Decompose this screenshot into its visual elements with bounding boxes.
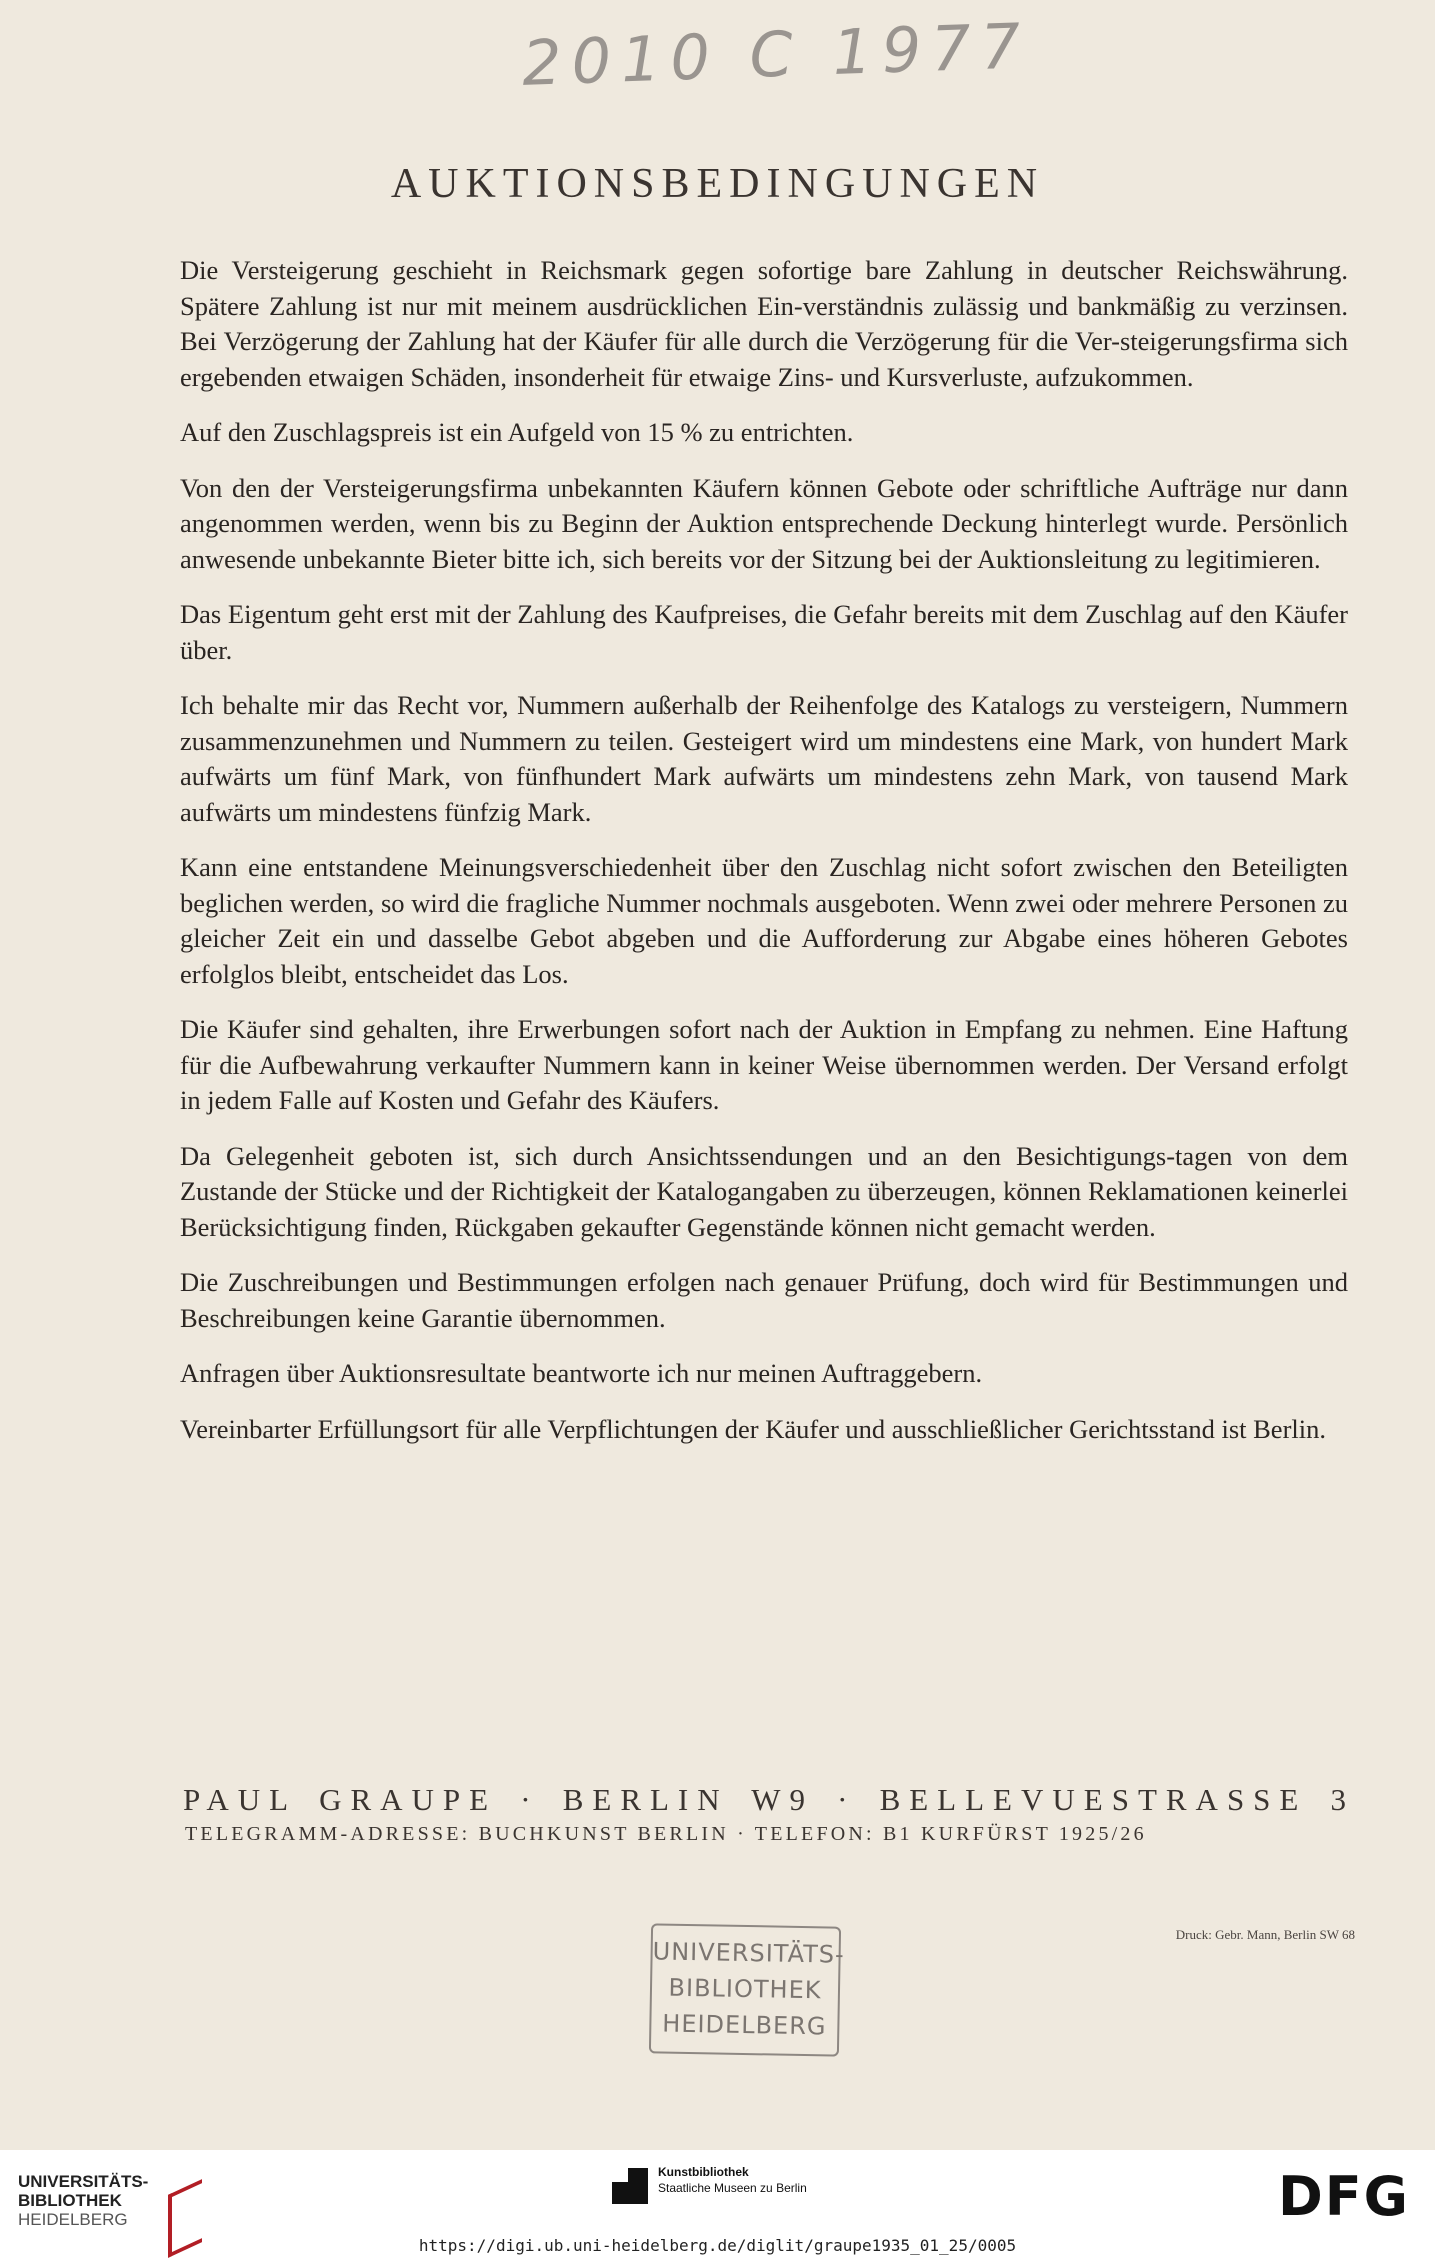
dfg-logo[interactable]: DFG [1277,2165,1410,2228]
kunstbibliothek-icon [612,2168,648,2204]
stamp-line: BIBLIOTHEK [668,1973,822,2005]
kb-subtitle: Staatliche Museen zu Berlin [658,2181,807,2195]
paragraph-complaints: Da Gelegenheit geboten ist, sich durch Ansichtssendungen und an den Besichtigungs-tagen von dem Zustande der Stücke und der Richtigkeit der Katalogangaben zu überzeugen, können Reklamationen keinerlei Berücksichtigung finden, Rückgaben gekaufter Gegenstände können nicht gemacht werden. [180,1140,1348,1242]
paragraph-ownership: Das Eigentum geht erst mit der Zahlung des Kaufpreises, die Gefahr bereits mit dem Zuschlag auf den Käufer über. [180,599,1348,665]
paragraph-collection: Die Käufer sind gehalten, ihre Erwerbungen sofort nach der Auktion in Empfang zu nehmen. Eine Haftung für die Aufbewahrung verkaufter Nummern kann in keiner Weise übernommen werden. Der Versand erfolgt in jedem Falle auf Kosten und Gefahr des Käufers. [180,1014,1348,1115]
logo-line: UNIVERSITÄTS- [18,2172,149,2191]
page-url[interactable]: https://digi.ub.uni-heidelberg.de/diglit/graupe1935_01_25/0005 [418,2236,1017,2255]
university-library-logo[interactable] [18,2172,208,2229]
publisher-address: PAUL GRAUPE · BERLIN W9 · BELLEVUESTRASSE 3 [183,1782,1355,1817]
paragraph-results: Anfragen über Auktionsresultate beantworte ich nur meinen Auftraggebern. [180,1358,983,1388]
paragraph-bidding: Ich behalte mir das Recht vor, Nummern außerhalb der Reihenfolge des Katalogs zu versteigern, Nummern zusammenzunehmen und Nummern zu teilen. Gesteigert wird um mindestens eine Mark, von hundert Mark aufwärts um fünf Mark, von fünfhundert Mark aufwärts um mindestens zehn Mark, von tausend Mark aufwärts um mindestens fünfzig Mark. [180,690,1348,827]
kunstbibliothek-text [658,2164,807,2196]
paragraph-attributions: Die Zuschreibungen und Bestimmungen erfolgen nach genauer Prüfung, doch wird für Bestimmungen und Beschreibungen keine Garantie übernommen. [180,1267,1348,1333]
handwritten-shelfmark: 2010 C 1977 [520,9,1032,100]
stamp-line: UNIVERSITÄTS- [652,1937,845,1969]
paragraph-premium: Auf den Zuschlagspreis ist ein Aufgeld von 15 % zu entrichten. [180,417,854,447]
paragraph-payment: Die Versteigerung geschieht in Reichsmark gegen sofortige bare Zahlung in deutscher Reichswährung. Spätere Zahlung ist nur mit meinem ausdrücklichen Ein-verständnis zulässig und bankmäßig zu verzinsen. Bei Verzögerung der Zahlung hat der Käufer für alle durch die Verzögerung für die Ver-steigerungsfirma sich ergebenden etwaigen Schäden, insonderheit für etwaige Zins- und Kursverluste, aufzukommen. [180,255,1348,392]
logo-line: BIBLIOTHEK [18,2191,122,2210]
publisher-contact: TELEGRAMM-ADRESSE: BUCHKUNST BERLIN · TELEFON: B1 KURFÜRST 1925/26 [185,1823,1147,1845]
stamp-line: HEIDELBERG [662,2009,827,2041]
paragraph-disputes: Kann eine entstandene Meinungsverschiedenheit über den Zuschlag nicht sofort zwischen den Beteiligten beglichen werden, so wird die fragliche Nummer nochmals ausgeboten. Wenn zwei oder mehrere Personen zu gleicher Zeit ein und dasselbe Gebot abgeben und die Aufforderung zur Abgabe eines höheren Gebotes erfolglos bleibt, entscheidet das Los. [180,852,1348,989]
library-stamp [649,1923,845,2056]
kunstbibliothek-logo[interactable] [612,2162,832,2222]
page-title: AUKTIONSBEDINGUNGEN [390,161,1045,207]
printer-imprint: Druck: Gebr. Mann, Berlin SW 68 [1175,1927,1355,1942]
logo-line: HEIDELBERG [18,2210,128,2229]
viewer-footer-bar [0,2150,1435,2235]
conditions-text [180,253,1348,1467]
paragraph-unknown-buyers: Von den der Versteigerungsfirma unbekannten Käufern können Gebote oder schriftliche Aufträge nur dann angenommen werden, wenn bis zu Beginn der Auktion entsprechende Deckung hinterlegt wurde. Persönlich anwesende unbekannte Bieter bitte ich, sich bereits vor der Sitzung bei der Auktionsleitung zu legitimieren. [180,472,1348,574]
paragraph-jurisdiction: Vereinbarter Erfüllungsort für alle Verpflichtungen der Käufer und ausschließlicher Gerichtsstand ist Berlin. [180,1413,1326,1444]
kb-title: Kunstbibliothek [658,2165,749,2179]
